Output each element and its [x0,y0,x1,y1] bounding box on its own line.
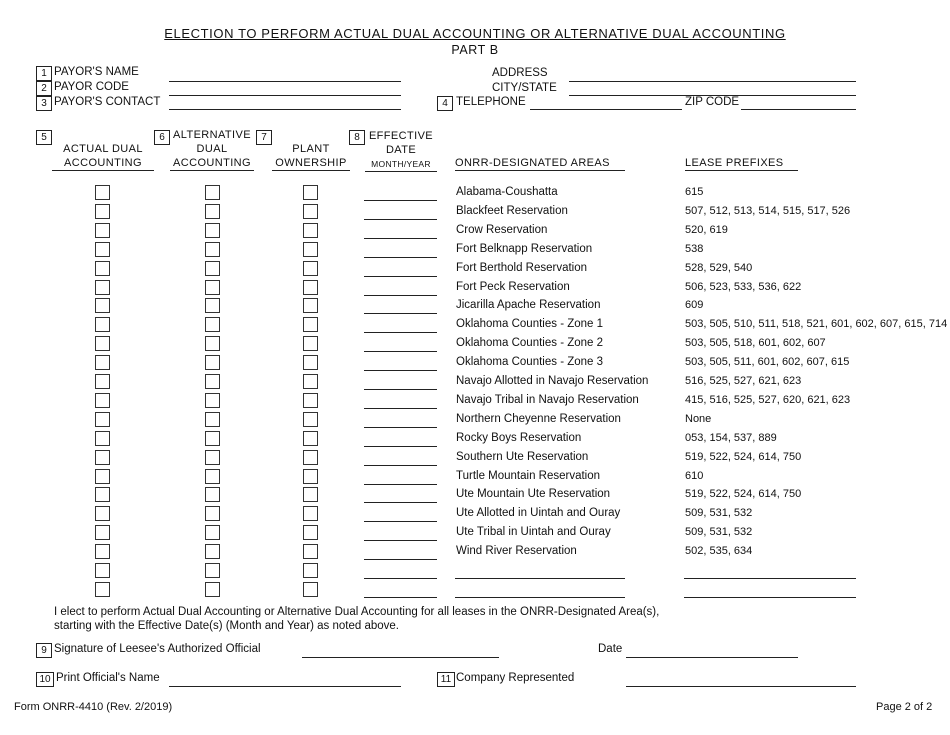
actual-dual-checkbox[interactable] [95,185,110,200]
lease-prefixes: 519, 522, 524, 614, 750 [685,450,802,463]
actual-dual-checkbox[interactable] [95,280,110,295]
area-name: Southern Ute Reservation [456,450,589,463]
field-number-7: 7 [256,130,272,145]
alternative-dual-checkbox[interactable] [205,261,220,276]
effective-date-field[interactable] [364,370,437,371]
alternative-dual-checkbox[interactable] [205,469,220,484]
payor-contact-label: PAYOR'S CONTACT [54,96,161,108]
area-name: Ute Mountain Ute Reservation [456,488,611,501]
telephone-field[interactable] [530,109,682,110]
area-name: Oklahoma Counties - Zone 3 [456,356,604,369]
area-name: Fort Peck Reservation [456,280,570,293]
area-name: Ute Tribal in Uintah and Ouray [456,526,611,539]
lease-prefixes: 415, 516, 525, 527, 620, 621, 623 [685,393,851,406]
lease-prefixes: 053, 154, 537, 889 [685,431,777,444]
effective-date-field[interactable] [364,313,437,314]
actual-dual-checkbox[interactable] [95,242,110,257]
address-field[interactable] [569,81,856,82]
blank-lease-field[interactable] [684,597,856,598]
lease-prefixes: 502, 535, 634 [685,545,753,558]
alternative-dual-checkbox[interactable] [205,336,220,351]
lease-prefixes: 509, 531, 532 [685,507,753,520]
field-number-2: 2 [36,81,52,96]
form-number: Form ONRR-4410 (Rev. 2/2019) [14,701,173,713]
field-number-8: 8 [349,130,365,145]
plant-ownership-checkbox[interactable] [303,450,318,465]
alternative-dual-checkbox[interactable] [205,185,220,200]
page-number: Page 2 of 2 [876,701,933,713]
lease-prefixes: 615 [685,186,704,198]
field-number-6: 6 [154,130,170,145]
plant-ownership-checkbox[interactable] [303,469,318,484]
plant-ownership-checkbox[interactable] [303,185,318,200]
actual-dual-checkbox[interactable] [95,544,110,559]
blank-area-field[interactable] [455,597,625,598]
lease-prefixes: 506, 523, 533, 536, 622 [685,280,802,293]
alternative-dual-checkbox[interactable] [205,374,220,389]
lease-prefixes: 509, 531, 532 [685,526,753,539]
area-name: Fort Belknapp Reservation [456,242,593,255]
actual-dual-checkbox[interactable] [95,261,110,276]
actual-dual-checkbox[interactable] [95,223,110,238]
header-plant-ownership: PLANT OWNERSHIP [272,142,350,171]
effective-date-field[interactable] [364,332,437,333]
form-subtitle: PART B [451,43,499,57]
zip-code-label: ZIP CODE [685,96,740,108]
election-statement-line-2: starting with the Effective Date(s) (Month and Year) as noted above. [54,620,399,632]
header-lease-prefixes: LEASE PREFIXES [685,156,798,171]
plant-ownership-checkbox[interactable] [303,204,318,219]
plant-ownership-checkbox[interactable] [303,374,318,389]
effective-date-field[interactable] [364,484,437,485]
alternative-dual-checkbox[interactable] [205,317,220,332]
area-name: Oklahoma Counties - Zone 1 [456,318,604,331]
actual-dual-checkbox[interactable] [95,487,110,502]
plant-ownership-checkbox[interactable] [303,242,318,257]
alternative-dual-checkbox[interactable] [205,204,220,219]
field-number-1: 1 [36,66,52,81]
actual-dual-checkbox[interactable] [95,336,110,351]
actual-dual-checkbox[interactable] [95,469,110,484]
plant-ownership-checkbox[interactable] [303,506,318,521]
lease-prefixes: 503, 505, 511, 601, 602, 607, 615 [685,356,850,369]
zip-code-field[interactable] [741,109,856,110]
actual-dual-checkbox[interactable] [95,525,110,540]
lease-prefixes: 516, 525, 527, 621, 623 [685,375,802,387]
actual-dual-checkbox[interactable] [95,393,110,408]
header-alternative-dual-accounting: ALTERNATIVE DUAL ACCOUNTING [170,128,254,171]
alternative-dual-checkbox[interactable] [205,393,220,408]
effective-date-field[interactable] [364,276,437,277]
alternative-dual-checkbox[interactable] [205,544,220,559]
plant-ownership-checkbox[interactable] [303,393,318,408]
lease-prefixes: 528, 529, 540 [685,261,753,274]
area-name: Alabama-Coushatta [456,186,558,198]
area-name: Rocky Boys Reservation [456,431,582,444]
area-name: Turtle Mountain Reservation [456,469,601,482]
lease-prefixes: None [685,412,712,425]
plant-ownership-checkbox[interactable] [303,280,318,295]
effective-date-field[interactable] [364,219,437,220]
field-number-10: 10 [36,672,54,687]
plant-ownership-checkbox[interactable] [303,317,318,332]
area-name: Northern Cheyenne Reservation [456,412,621,425]
field-number-11: 11 [437,672,455,687]
area-name: Blackfeet Reservation [456,204,568,217]
area-name: Navajo Tribal in Navajo Reservation [456,393,639,406]
effective-date-field[interactable] [364,257,437,258]
effective-date-field[interactable] [364,578,437,579]
print-name-field[interactable] [169,686,401,687]
effective-date-field[interactable] [364,597,437,598]
alternative-dual-checkbox[interactable] [205,298,220,313]
lease-prefixes: 609 [685,299,704,312]
effective-date-field[interactable] [364,427,437,428]
actual-dual-checkbox[interactable] [95,412,110,427]
lease-prefixes: 507, 512, 513, 514, 515, 517, 526 [685,204,851,217]
signature-field[interactable] [302,657,499,658]
address-label: ADDRESS [492,67,548,79]
field-number-9: 9 [36,643,52,658]
blank-lease-field[interactable] [684,578,856,579]
payor-code-label: PAYOR CODE [54,81,129,93]
plant-ownership-checkbox[interactable] [303,412,318,427]
alternative-dual-checkbox[interactable] [205,355,220,370]
effective-date-field[interactable] [364,465,437,466]
area-name: Ute Allotted in Uintah and Ouray [456,507,621,520]
area-name: Crow Reservation [456,223,548,236]
actual-dual-checkbox[interactable] [95,317,110,332]
election-statement-line-1: I elect to perform Actual Dual Accounting or Alternative Dual Accounting for all leases in the ONRR-Designated Area(s), [54,606,660,618]
header-effective-date: EFFECTIVE DATE MONTH/YEAR [365,129,437,172]
alternative-dual-checkbox[interactable] [205,506,220,521]
actual-dual-checkbox[interactable] [95,506,110,521]
alternative-dual-checkbox[interactable] [205,563,220,578]
plant-ownership-checkbox[interactable] [303,355,318,370]
alternative-dual-checkbox[interactable] [205,431,220,446]
plant-ownership-checkbox[interactable] [303,298,318,313]
actual-dual-checkbox[interactable] [95,298,110,313]
effective-date-field[interactable] [364,408,437,409]
lease-prefixes: 538 [685,242,704,255]
effective-date-field[interactable] [364,295,437,296]
lease-prefixes: 520, 619 [685,223,728,236]
company-represented-field[interactable] [626,686,856,687]
actual-dual-checkbox[interactable] [95,450,110,465]
plant-ownership-checkbox[interactable] [303,582,318,597]
form-title: ELECTION TO PERFORM ACTUAL DUAL ACCOUNTING OR ALTERNATIVE DUAL ACCOUNTING [164,26,786,41]
field-number-5: 5 [36,130,52,145]
effective-date-field[interactable] [364,540,437,541]
actual-dual-checkbox[interactable] [95,431,110,446]
telephone-label: TELEPHONE [456,96,526,108]
actual-dual-checkbox[interactable] [95,563,110,578]
alternative-dual-checkbox[interactable] [205,242,220,257]
lease-prefixes: 519, 522, 524, 614, 750 [685,488,802,501]
payor-contact-field[interactable] [169,109,401,110]
signature-label: Signature of Leesee's Authorized Official [54,643,261,655]
area-name: Wind River Reservation [456,545,577,558]
payor-code-field[interactable] [169,95,401,96]
payor-name-label: PAYOR'S NAME [54,66,139,78]
header-actual-dual-accounting: ACTUAL DUAL ACCOUNTING [52,142,154,171]
actual-dual-checkbox[interactable] [95,204,110,219]
area-name: Oklahoma Counties - Zone 2 [456,337,604,350]
actual-dual-checkbox[interactable] [95,355,110,370]
effective-date-field[interactable] [364,446,437,447]
area-name: Navajo Allotted in Navajo Reservation [456,375,649,387]
plant-ownership-checkbox[interactable] [303,544,318,559]
lease-prefixes: 503, 505, 518, 601, 602, 607 [685,337,826,350]
alternative-dual-checkbox[interactable] [205,412,220,427]
plant-ownership-checkbox[interactable] [303,261,318,276]
field-number-4: 4 [437,96,453,111]
plant-ownership-checkbox[interactable] [303,223,318,238]
company-represented-label: Company Represented [456,672,575,684]
actual-dual-checkbox[interactable] [95,374,110,389]
effective-date-field[interactable] [364,200,437,201]
alternative-dual-checkbox[interactable] [205,487,220,502]
effective-date-field[interactable] [364,502,437,503]
alternative-dual-checkbox[interactable] [205,223,220,238]
print-name-label: Print Official's Name [56,672,160,684]
plant-ownership-checkbox[interactable] [303,525,318,540]
effective-date-field[interactable] [364,559,437,560]
actual-dual-checkbox[interactable] [95,582,110,597]
plant-ownership-checkbox[interactable] [303,487,318,502]
alternative-dual-checkbox[interactable] [205,525,220,540]
alternative-dual-checkbox[interactable] [205,450,220,465]
field-number-3: 3 [36,96,52,111]
payor-name-field[interactable] [169,81,401,82]
city-state-label: CITY/STATE [492,82,557,94]
plant-ownership-checkbox[interactable] [303,336,318,351]
lease-prefixes: 503, 505, 510, 511, 518, 521, 601, 602, 607, 615, 714 [685,318,948,331]
effective-date-field[interactable] [364,238,437,239]
plant-ownership-checkbox[interactable] [303,431,318,446]
header-onrr-designated-areas: ONRR-DESIGNATED AREAS [455,156,625,171]
plant-ownership-checkbox[interactable] [303,563,318,578]
date-field[interactable] [626,657,798,658]
lease-prefixes: 610 [685,469,704,482]
alternative-dual-checkbox[interactable] [205,280,220,295]
area-name: Fort Berthold Reservation [456,261,588,274]
blank-area-field[interactable] [455,578,625,579]
area-name: Jicarilla Apache Reservation [456,299,601,312]
effective-date-field[interactable] [364,521,437,522]
effective-date-field[interactable] [364,351,437,352]
alternative-dual-checkbox[interactable] [205,582,220,597]
effective-date-field[interactable] [364,389,437,390]
date-label: Date [598,643,623,655]
